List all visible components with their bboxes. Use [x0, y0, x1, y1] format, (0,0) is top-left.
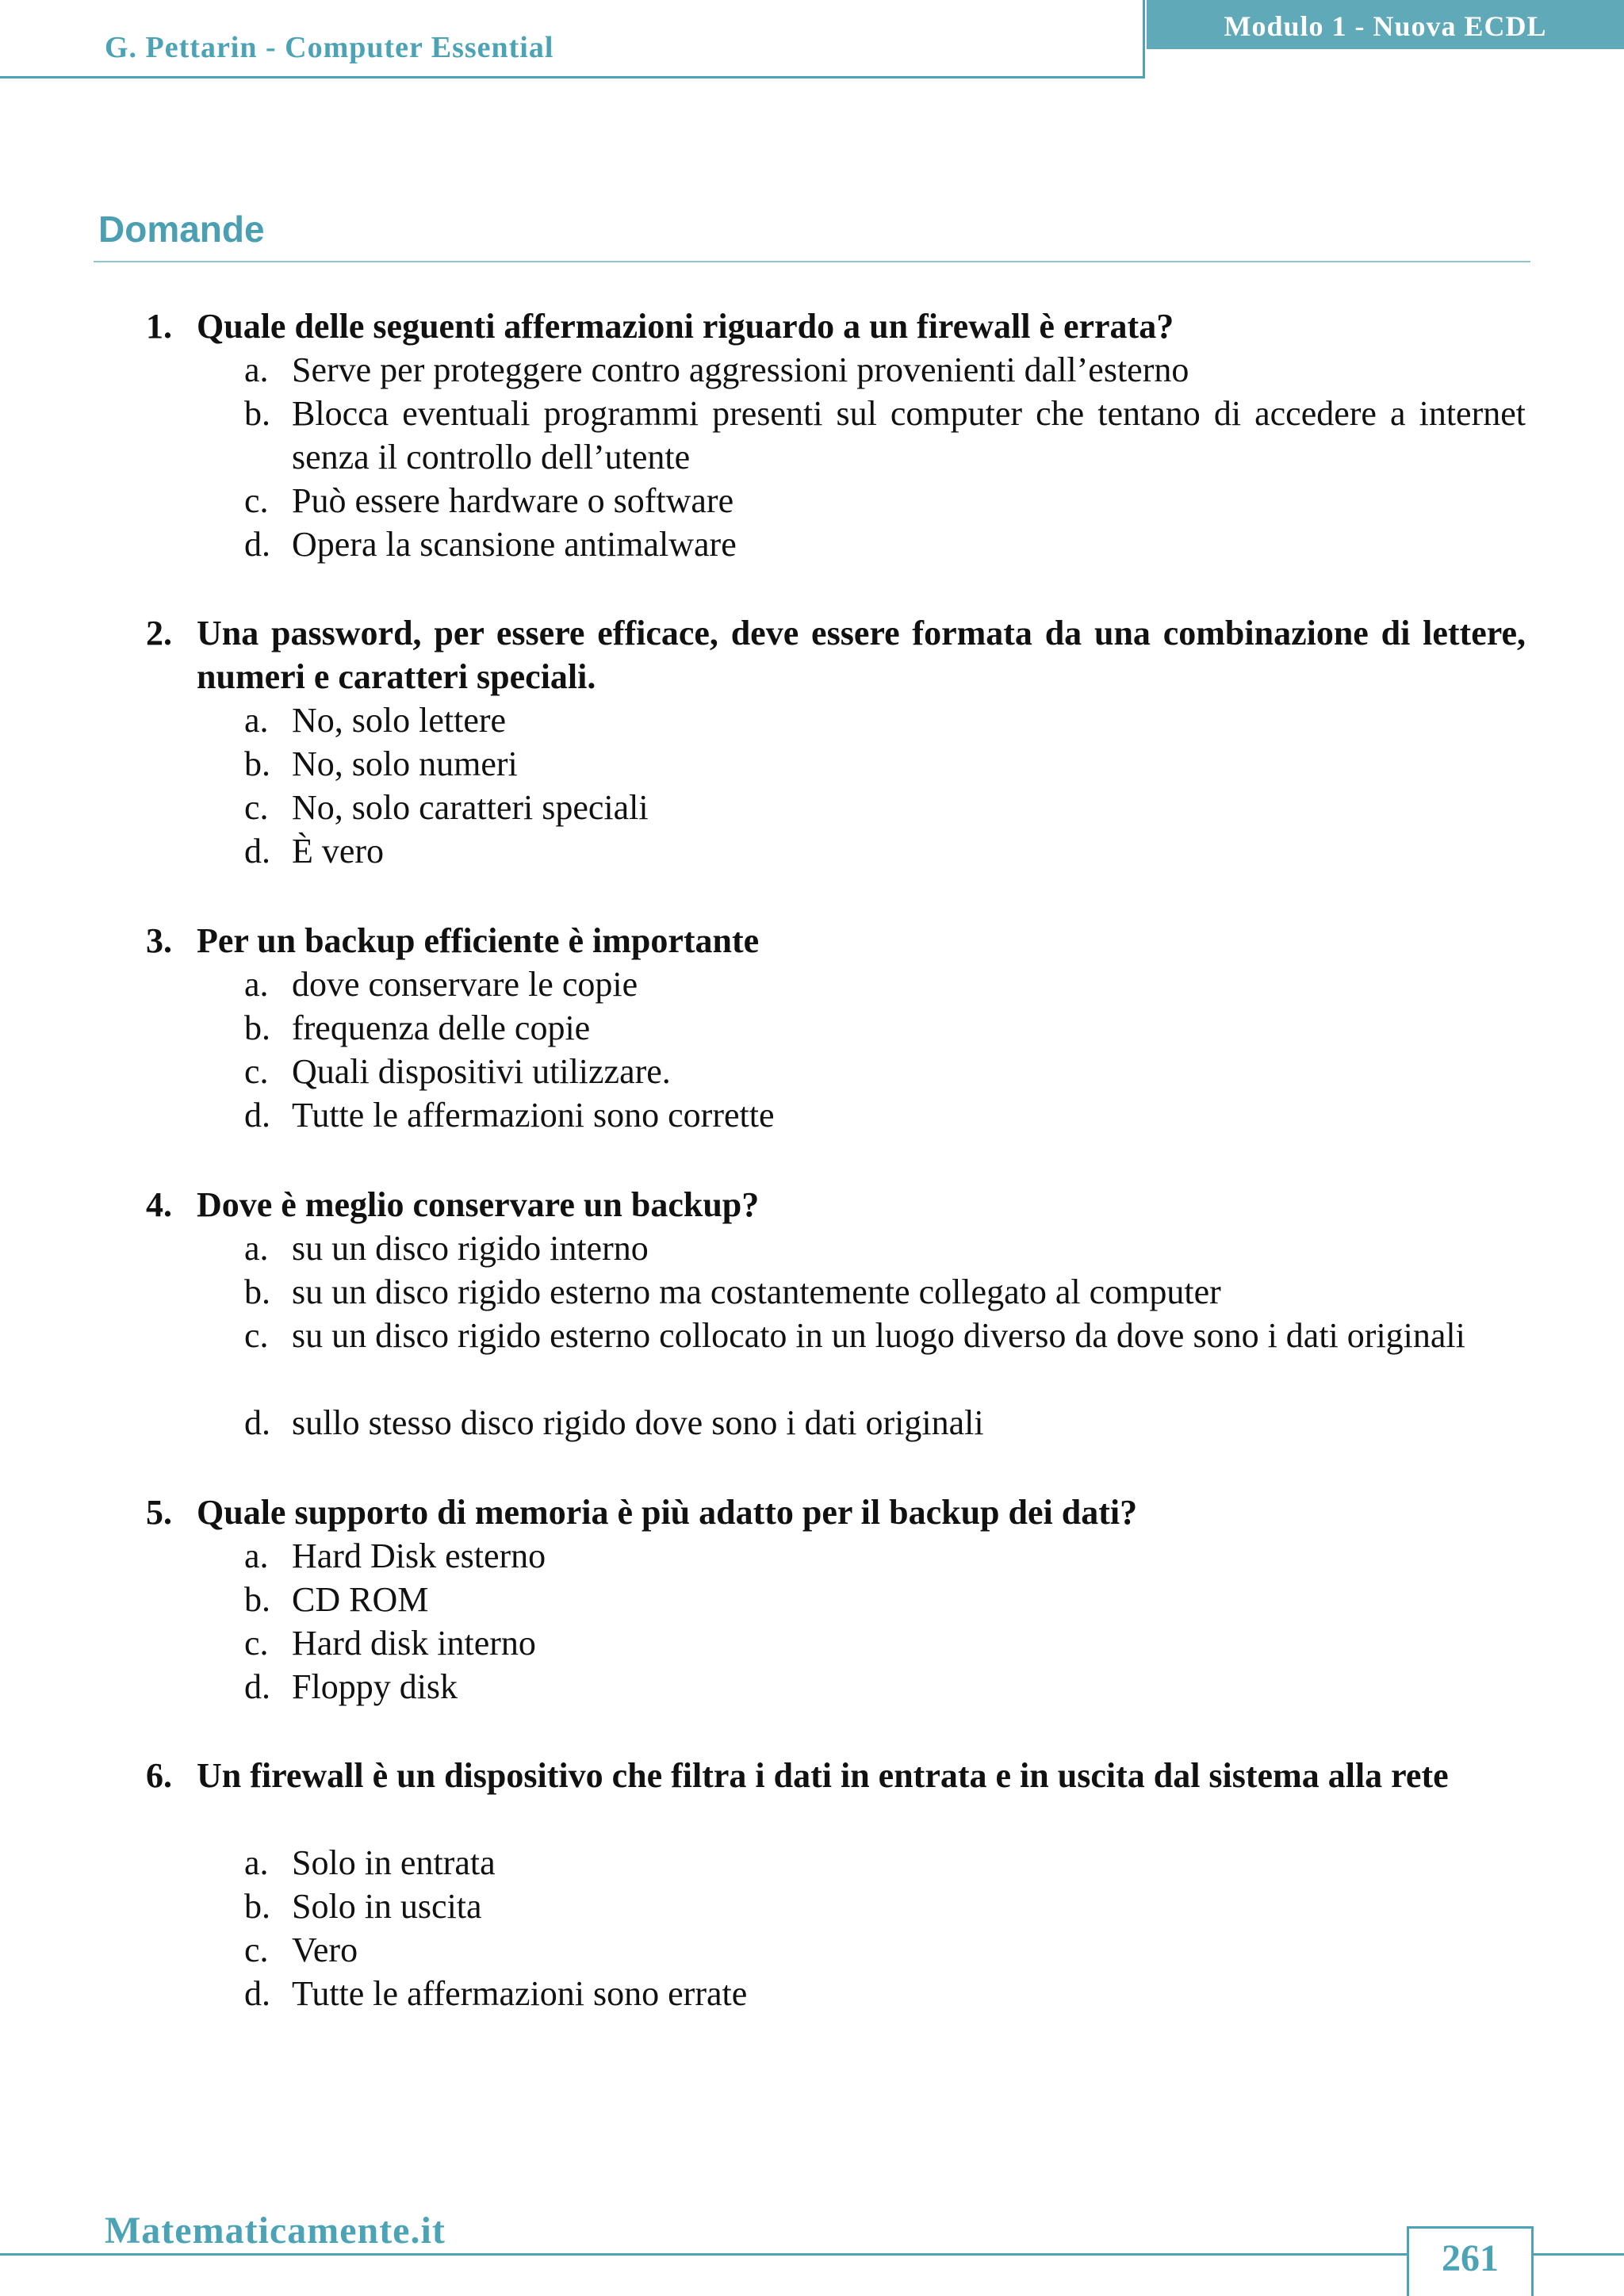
- option-letter: d.: [244, 1096, 270, 1135]
- option-text: frequenza delle copie: [292, 1008, 591, 1047]
- option-letter: d.: [244, 1403, 270, 1442]
- option-text: Hard Disk esterno: [292, 1536, 546, 1575]
- header-rule-tick: [1143, 0, 1145, 78]
- option-letter: b.: [244, 394, 270, 433]
- question-number: 2.: [146, 614, 172, 652]
- option-text: su un disco rigido esterno ma costantemente collegato al computer: [292, 1272, 1221, 1311]
- page-number: 261: [1442, 2237, 1499, 2279]
- option-letter: b.: [244, 1887, 270, 1926]
- option-text: CD ROM: [292, 1580, 429, 1619]
- question-text: Un firewall è un dispositivo che filtra i dati in entrata e in uscita dal sistema alla rete: [197, 1756, 1449, 1795]
- option-letter: c.: [244, 1931, 269, 1969]
- option-letter: c.: [244, 1624, 269, 1663]
- question-text: Dove è meglio conservare un backup?: [197, 1185, 760, 1224]
- option-text: Floppy disk: [292, 1667, 458, 1706]
- option-text: Opera la scansione antimalware: [292, 525, 737, 564]
- option-text: Può essere hardware o software: [292, 481, 734, 520]
- option-letter: b.: [244, 1008, 270, 1047]
- option-text: Hard disk interno: [292, 1624, 536, 1663]
- header-rule: [0, 76, 1145, 78]
- option-letter: c.: [244, 481, 269, 520]
- option-text: Quali dispositivi utilizzare.: [292, 1052, 671, 1091]
- option-letter: a.: [244, 701, 269, 740]
- option-text: Tutte le affermazioni sono errate: [292, 1974, 748, 2013]
- module-tab: [1147, 0, 1624, 49]
- option-letter: d.: [244, 1974, 270, 2013]
- option-letter: b.: [244, 1272, 270, 1311]
- question-text: Quale delle seguenti affermazioni riguardo a un firewall è errata?: [197, 307, 1174, 346]
- option-text: No, solo caratteri speciali: [292, 788, 649, 827]
- option-letter: a.: [244, 965, 269, 1004]
- option-text: dove conservare le copie: [292, 965, 638, 1004]
- question-text: Per un backup efficiente è importante: [197, 921, 760, 960]
- option-text: Solo in entrata: [292, 1843, 496, 1882]
- option-letter: c.: [244, 1316, 269, 1355]
- question-number: 6.: [146, 1756, 172, 1795]
- question-text: Una password, per essere efficace, deve essere formata da una combinazione di lettere, numeri e caratteri speciali.: [197, 614, 1526, 696]
- question-number: 3.: [146, 921, 172, 960]
- option-text: sullo stesso disco rigido dove sono i dati originali: [292, 1403, 984, 1442]
- module-label: Modulo 1 - Nuova ECDL: [1224, 10, 1547, 42]
- option-text: Tutte le affermazioni sono corrette: [292, 1096, 775, 1135]
- option-text: È vero: [292, 832, 385, 871]
- question-number: 5.: [146, 1493, 172, 1532]
- question-number: 1.: [146, 307, 172, 346]
- page-number-box: [1407, 2226, 1534, 2296]
- option-text: su un disco rigido interno: [292, 1229, 649, 1268]
- option-letter: a.: [244, 1843, 269, 1882]
- option-text: No, solo lettere: [292, 701, 507, 740]
- option-text: No, solo numeri: [292, 744, 518, 783]
- section-title: Domande: [98, 209, 265, 250]
- option-letter: d.: [244, 1667, 270, 1706]
- option-text: su un disco rigido esterno collocato in un luogo diverso da dove sono i dati originali: [292, 1316, 1465, 1355]
- option-text: Vero: [292, 1931, 358, 1969]
- option-letter: d.: [244, 525, 270, 564]
- option-letter: d.: [244, 832, 270, 871]
- option-text: Solo in uscita: [292, 1887, 482, 1926]
- option-letter: b.: [244, 744, 270, 783]
- option-letter: c.: [244, 788, 269, 827]
- running-header-title: G. Pettarin - Computer Essential: [105, 31, 554, 64]
- option-letter: a.: [244, 1229, 269, 1268]
- option-letter: c.: [244, 1052, 269, 1091]
- option-letter: b.: [244, 1580, 270, 1619]
- question-text: Quale supporto di memoria è più adatto per il backup dei dati?: [197, 1493, 1138, 1532]
- option-letter: a.: [244, 1536, 269, 1575]
- option-text: Blocca eventuali programmi presenti sul computer che tentano di accedere a internet senza il controllo dell’utente: [292, 394, 1526, 476]
- section-rule: [94, 261, 1530, 262]
- footer-rule: [0, 2253, 1624, 2256]
- footer-brand: Matematicamente.it: [105, 2210, 446, 2252]
- question-number: 4.: [146, 1185, 172, 1224]
- option-letter: a.: [244, 350, 269, 389]
- option-text: Serve per proteggere contro aggressioni provenienti dall’esterno: [292, 350, 1189, 389]
